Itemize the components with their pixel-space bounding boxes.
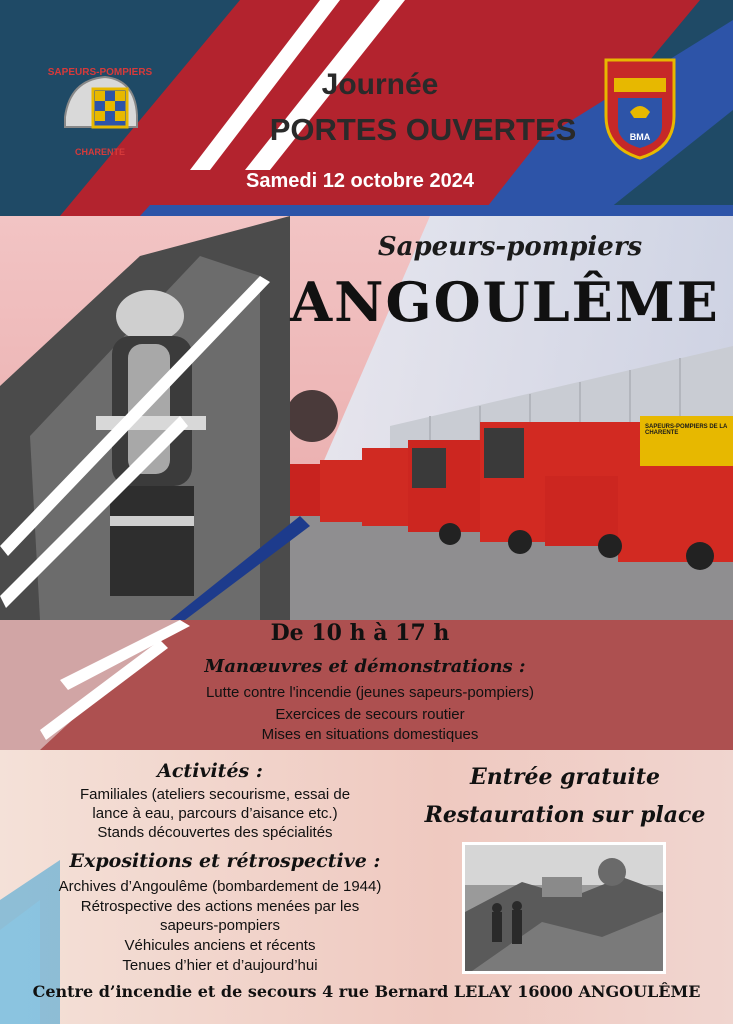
shield-label: BMA [629, 132, 651, 142]
opening-hours: De 10 h à 17 h [270, 620, 450, 646]
title-portes-ouvertes: PORTES OUVERTES [269, 112, 577, 147]
exposition-item: Archives d’Angoulême (bombardement de 1944) [58, 878, 382, 895]
demo-item: Lutte contre l'incendie (jeunes sapeurs-pompiers) [205, 684, 535, 701]
event-date: Samedi 12 octobre 2024 [246, 170, 474, 192]
expositions-title: Expositions et rétrospective : [69, 850, 381, 872]
exposition-item: sapeurs-pompiers [159, 917, 281, 934]
footer-address: Centre d’incendie et de secours 4 rue Bernard LELAY 16000 ANGOULÊME [32, 982, 701, 1001]
truck-side-label: SAPEURS-POMPIERS DE LA CHARENTE [645, 424, 728, 436]
title-journee: Journée [321, 68, 439, 101]
exposition-item: Tenues d’hier et d’aujourd’hui [122, 957, 318, 974]
activity-item: lance à eau, parcours d’aisance etc.) [92, 805, 338, 822]
exposition-item: Véhicules anciens et récents [124, 937, 316, 954]
activities-title: Activités : [157, 760, 263, 782]
exposition-item: Rétrospective des actions menées par les [80, 898, 360, 915]
archive-photo [462, 842, 666, 974]
logo-bottom-text: CHARENTE [74, 147, 125, 157]
demo-item: Mises en situations domestiques [261, 726, 479, 743]
activity-item: Stands découvertes des spécialités [97, 824, 333, 841]
demo-item: Exercices de secours routier [275, 706, 465, 723]
demonstrations-title: Manœuvres et démonstrations : [204, 656, 526, 677]
shield-icon [602, 56, 678, 160]
hero-subtitle: Sapeurs-pompiers [377, 232, 643, 262]
sdis-charente-logo [45, 55, 155, 165]
logo-top-text: SAPEURS-POMPIERS [47, 67, 153, 78]
header-banner [0, 0, 733, 216]
tree [286, 390, 338, 442]
hero-city: ANGOULÊME [290, 270, 720, 334]
food-on-site: Restauration sur place [424, 802, 706, 828]
activity-item: Familiales (ateliers secourisme, essai de [79, 786, 351, 803]
free-entry: Entrée gratuite [469, 764, 661, 790]
archive-photo-frame [462, 842, 666, 974]
bma-shield-logo [602, 56, 678, 160]
